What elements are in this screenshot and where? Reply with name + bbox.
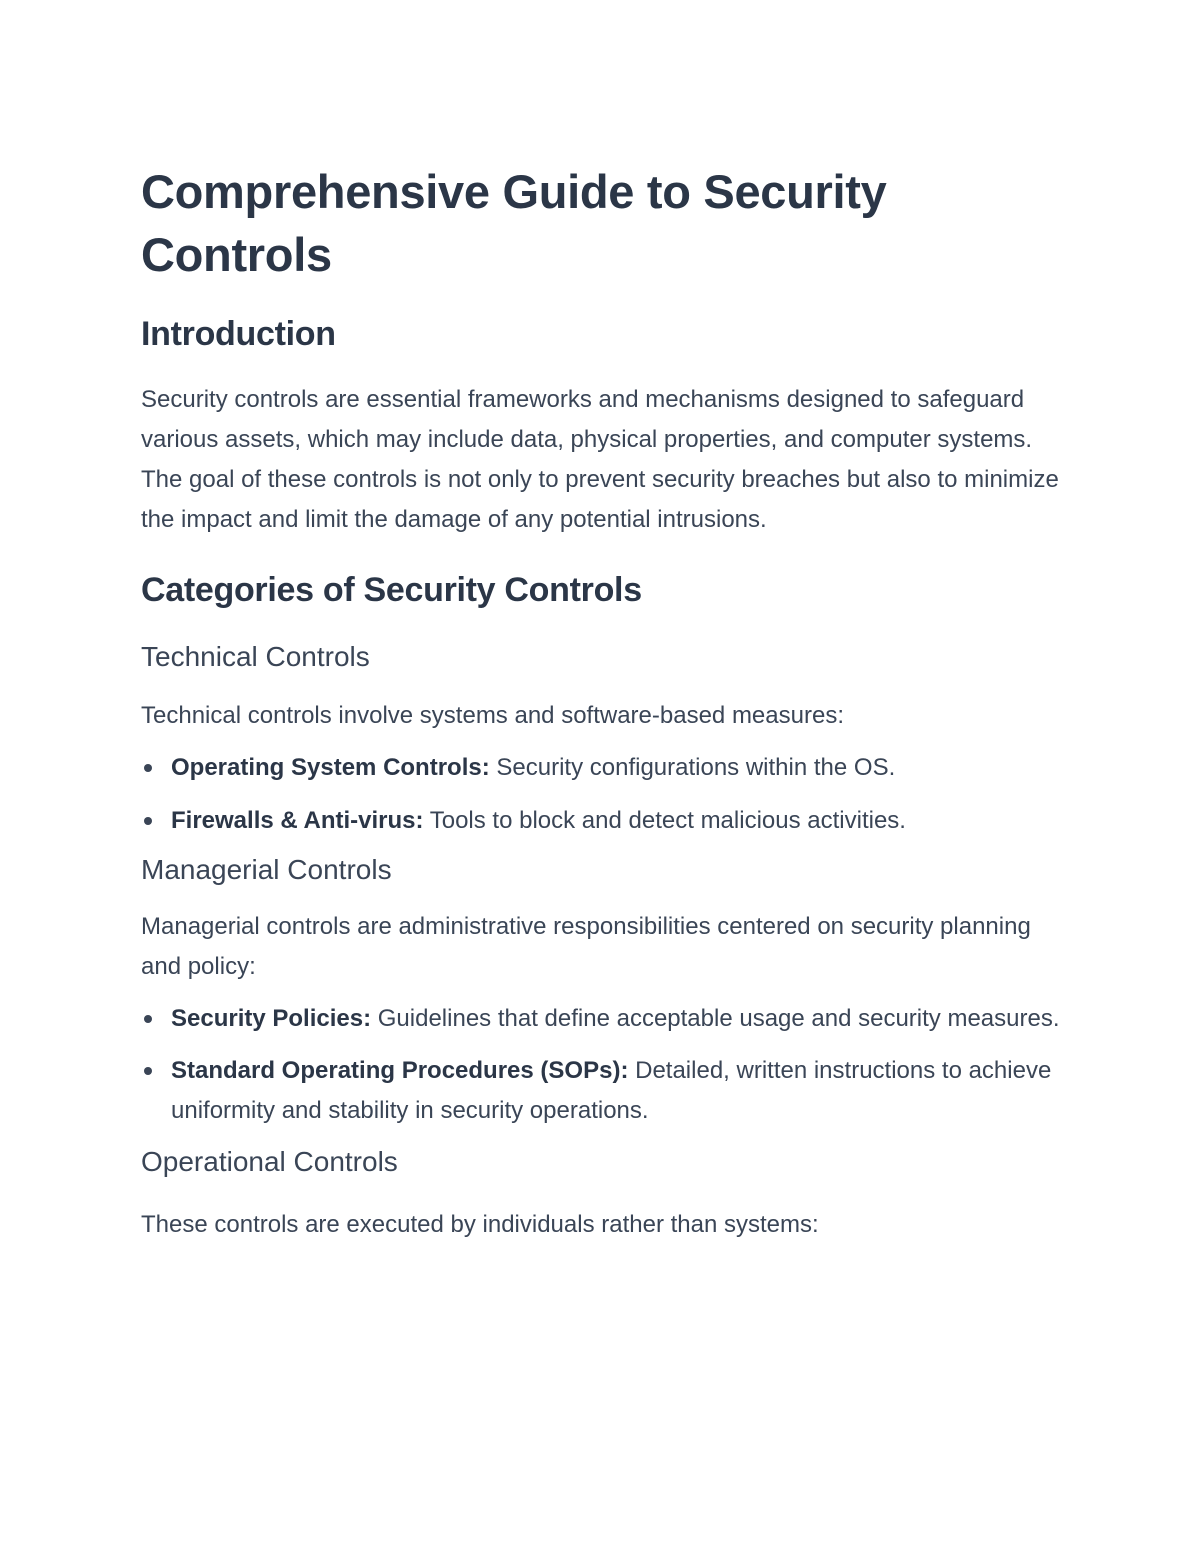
technical-controls-list xyxy=(141,748,1061,841)
list-item xyxy=(141,999,1061,1039)
page-title: Comprehensive Guide to Security Controls xyxy=(141,165,887,281)
list-item-desc: Security configurations within the OS. xyxy=(489,754,896,781)
list-item-term: Firewalls & Anti-virus: xyxy=(171,807,424,834)
list-item xyxy=(141,748,1061,788)
operational-controls-heading: Operational Controls xyxy=(141,1146,398,1177)
list-item-term: Standard Operating Procedures (SOPs): xyxy=(171,1057,629,1084)
operational-controls-intro: These controls are executed by individuals rather than systems: xyxy=(141,1211,819,1238)
list-item-desc: Detailed, written instructions to achieve uniformity and stability in security operations. xyxy=(171,1057,1052,1124)
list-item xyxy=(141,1051,1061,1131)
technical-controls-heading: Technical Controls xyxy=(141,641,370,672)
list-item-desc: Guidelines that define acceptable usage and security measures. xyxy=(371,1005,1060,1032)
introduction-paragraph: Security controls are essential frameworks and mechanisms designed to safeguard various assets, which may include data, physical properties, and computer systems. The goal of these controls is not only to prevent security breaches but also to minimize the impact and limit the damage of any potential intrusions. xyxy=(141,386,1059,533)
document-page xyxy=(141,160,1061,1245)
list-item-desc: Tools to block and detect malicious activities. xyxy=(423,807,906,834)
list-item-term: Operating System Controls: xyxy=(171,754,490,781)
managerial-controls-list xyxy=(141,999,1061,1131)
list-item-term: Security Policies: xyxy=(171,1005,372,1032)
introduction-heading: Introduction xyxy=(141,315,336,353)
managerial-controls-heading: Managerial Controls xyxy=(141,854,392,885)
categories-heading: Categories of Security Controls xyxy=(141,571,642,609)
technical-controls-intro: Technical controls involve systems and software-based measures: xyxy=(141,702,844,729)
list-item xyxy=(141,801,1061,841)
managerial-controls-intro: Managerial controls are administrative responsibilities centered on security planning and policy: xyxy=(141,913,1031,980)
